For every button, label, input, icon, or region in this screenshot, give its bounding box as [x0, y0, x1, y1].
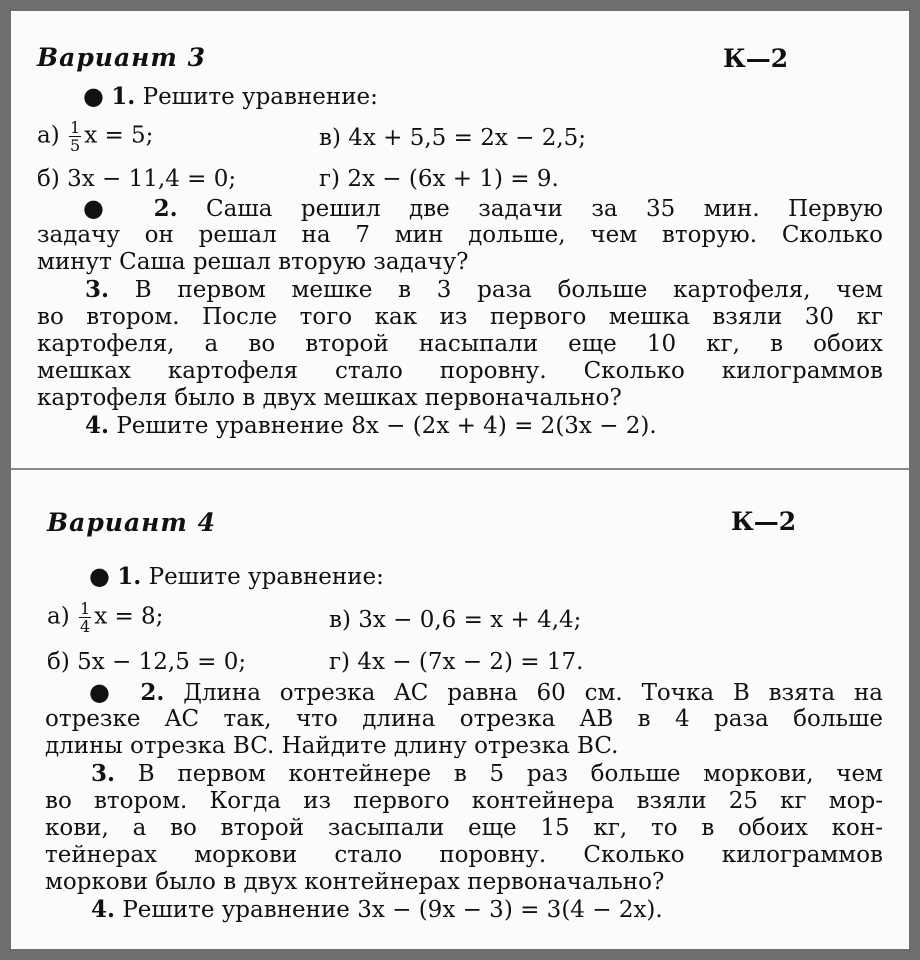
- task-number: 3.: [91, 760, 116, 787]
- item-label: б): [47, 649, 70, 675]
- test-code: К—2: [731, 507, 797, 536]
- equation-b: [37, 166, 236, 192]
- equation-text: 4x + 5,5 = 2x − 2,5;: [348, 125, 587, 151]
- equation-b: [47, 649, 246, 675]
- section-divider: [11, 468, 909, 470]
- task-2-line-3: минут Саша решал вторую задачу?: [37, 249, 469, 275]
- fraction-numerator: 1: [70, 118, 81, 137]
- equation-text: 3x − 11,4 = 0;: [67, 166, 237, 192]
- task-text: Решите уравнение 8x − (2x + 4) = 2(3x − 2).: [116, 413, 657, 439]
- task-3-line-1: [85, 277, 883, 303]
- task-text: Решите уравнение:: [142, 84, 378, 110]
- task-1-heading: [89, 563, 384, 590]
- task-2-line-1: [83, 195, 883, 222]
- task-3-line-4: тейнерах моркови стало поровну. Сколько килограммов: [45, 842, 883, 868]
- item-label: г): [319, 166, 341, 192]
- task-text: Решите уравнение:: [148, 564, 384, 590]
- equation-text: 5x − 12,5 = 0;: [77, 649, 247, 675]
- task-3-line-5: картофеля было в двух мешках первоначально?: [37, 385, 622, 411]
- equation-text: x = 5;: [84, 122, 154, 149]
- item-label: а): [37, 122, 60, 149]
- fraction: [69, 119, 81, 154]
- task-number: 4.: [91, 896, 116, 923]
- fraction-denominator: 4: [80, 617, 91, 636]
- fraction-numerator: 1: [80, 599, 91, 618]
- task-1-heading: [83, 83, 378, 110]
- task-3-line-3: картофеля, а во второй насыпали еще 10 кг, в обоих: [37, 331, 883, 357]
- item-label: в): [329, 607, 351, 633]
- equation-g: [329, 649, 583, 675]
- bullet-icon: ●: [89, 678, 122, 706]
- task-3-line-3: кови, а во второй засыпали еще 15 кг, то в обоих кон-: [45, 815, 883, 841]
- task-text: Решите уравнение 3x − (9x − 3) = 3(4 − 2x).: [122, 897, 663, 923]
- bullet-icon: ●: [89, 562, 110, 590]
- task-number: 1.: [117, 563, 142, 590]
- task-number: 1.: [111, 83, 136, 110]
- task-number: 3.: [85, 276, 110, 303]
- task-3-line-5: моркови было в двух контейнерах первоначально?: [45, 869, 665, 895]
- task-2-line-3: длины отрезка BC. Найдите длину отрезка BC.: [45, 733, 619, 759]
- task-2-line-2: отрезке AC так, что длина отрезка AB в 4 раза больше: [45, 706, 883, 732]
- variant-title: Вариант 3: [37, 43, 206, 72]
- item-label: в): [319, 125, 341, 151]
- equation-text: x = 8;: [94, 603, 164, 630]
- task-3-line-2: во втором. После того как из первого мешка взяли 30 кг: [37, 304, 883, 330]
- equation-v: [319, 125, 586, 151]
- variant-title: Вариант 4: [47, 508, 216, 537]
- equation-text: 4x − (7x − 2) = 17.: [357, 649, 584, 675]
- item-label: г): [329, 649, 351, 675]
- task-4: [91, 897, 663, 923]
- equation-text: 3x − 0,6 = x + 4,4;: [358, 607, 582, 633]
- task-number: 2.: [153, 195, 178, 222]
- worksheet-page: [11, 11, 909, 949]
- task-3-line-1: [91, 761, 883, 787]
- task-number: 4.: [85, 412, 110, 439]
- task-3-line-4: мешках картофеля стало поровну. Сколько килограммов: [37, 358, 883, 384]
- test-code: К—2: [723, 44, 789, 73]
- task-text: В первом контейнере в 5 раз больше моркови, чем: [137, 761, 883, 787]
- task-text: Длина отрезка AC равна 60 см. Точка B взята на: [183, 680, 883, 706]
- task-number: 2.: [140, 679, 165, 706]
- task-2-line-2: задачу он решал на 7 мин дольше, чем вторую. Сколько: [37, 222, 883, 248]
- task-text: В первом мешке в 3 раза больше картофеля, чем: [134, 277, 884, 303]
- equation-a: [47, 600, 163, 635]
- task-3-line-2: во втором. Когда из первого контейнера взяли 25 кг мор-: [45, 788, 883, 814]
- task-2-line-1: [89, 679, 883, 706]
- equation-a: [37, 119, 153, 154]
- fraction: [79, 600, 91, 635]
- fraction-denominator: 5: [70, 136, 81, 155]
- equation-v: [329, 607, 581, 633]
- bullet-icon: ●: [83, 194, 126, 222]
- task-4: [85, 413, 657, 439]
- item-label: а): [47, 603, 70, 630]
- task-text: Саша решил две задачи за 35 мин. Первую: [206, 196, 883, 222]
- equation-text: 2x − (6x + 1) = 9.: [347, 166, 559, 192]
- item-label: б): [37, 166, 60, 192]
- bullet-icon: ●: [83, 82, 104, 110]
- equation-g: [319, 166, 559, 192]
